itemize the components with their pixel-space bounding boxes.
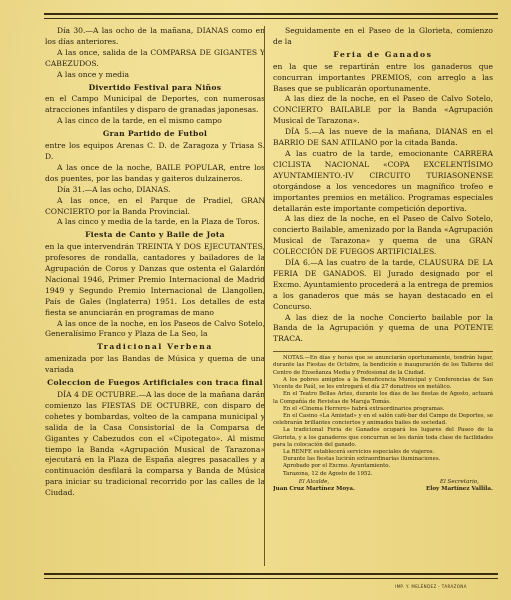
carrera-ciclista-text: A las cuatro de la tarde, emocionante CARRERA CICLISTA NACIONAL «COPA EXCELENTÍSIMO AYUNTAMIENTO.-IV CIRCUITO TURIASONENSE otorgándose a los vencedores un magnífico trofeo e importantes premios en metálico. Programas especiales detallarán este importante competición deportiva. bbox=[273, 148, 493, 213]
top-border-rule bbox=[44, 13, 498, 15]
plaza-toros-text: A las cinco y media de la tarde, en la Plaza de Toros. bbox=[57, 217, 260, 227]
day6-clausura: DÍA 6.—A las cuatro de la tarde, CLAUSURA DE LA FERIA DE GANADOS. El Jurado designado por el Excmo. Ayuntamiento procederá a la entrega de premios a los ganaderos que más se hayan destacado en el Concurso. bbox=[273, 258, 493, 311]
note-iluminaciones: Durante las fiestas lucirán extraordinarias iluminaciones. bbox=[283, 456, 441, 463]
notes-divider bbox=[273, 351, 493, 352]
fuegos-artificiales-text: A las diez de la noche, en el Paseo de Calvo Sotelo, concierto Bailable, amenizado por la Banda «Agrupación Musical de Tarazona» y quema de una GRAN COLECCIÓN DE FUEGOS ARTIFICIALES. bbox=[273, 214, 493, 257]
concierto-bailable-text: A las diez de la noche, en el Paseo de Calvo Sotelo, CONCIERTO BAILABLE por la Banda «Agrupación Musical de Tarazona». bbox=[273, 94, 493, 126]
festival-ninos-text: en el Campo Municipal de Deportes, con numerosas atracciones infantiles y disparo de granadas japonesas. bbox=[45, 94, 265, 115]
right-column bbox=[273, 26, 493, 566]
october4-text: DÍA 4 DE OCTUBRE.—A las doce de la mañana darán comienzo las FIESTAS DE OCTUBRE, con disparo de cohetes y bombardas, volteo de la campana municipal y salida de la Casa Consistorial de la Comparsa de Gigantes y Cabezudos con el «Cipotegato». Al mismo tiempo la Banda «Agrupación Musical de Tarazona» ejecutará en la Plaza de España alegres pasacalles y a continuación desfilará la comparsa y Banda de Música para iniciar su tradicional recorrido por las calles de la Ciudad. bbox=[45, 390, 265, 498]
day5-dianas: DÍA 5.—A las nueve de la mañana, DIANAS en el BARRIO DE SAN ATILANO por la citada Banda. bbox=[273, 127, 493, 148]
note-teatro: En el Teatro Bellas Artes, durante los días de las fiestas de Agosto, actuará la Compañía de Revistas de Maruja Tomás. bbox=[273, 391, 493, 405]
note-casino: En el Casino «La Amistad» y en el salón café-bar del Campo de Deportes, se celebrarán brillantes conciertos y animados bailes de sociedad. bbox=[273, 412, 493, 427]
day30-dianas: Día 30.—A las ocho de la mañana, DIANAS como en los días anteriores. bbox=[45, 26, 265, 46]
traca-text: A las diez de la noche Concierto bailable por la Banda de la Agrupación y quema de una POTENTE TRACA. bbox=[273, 312, 493, 344]
five-pm-text: A las cinco de la tarde, en el mismo campo bbox=[57, 116, 222, 126]
left-column bbox=[45, 26, 265, 566]
premios-text: en la que se repartirán entre los ganaderos que concurran importantes PREMIOS, con arreglo a las Bases que se publicarán oportunamente. bbox=[273, 61, 493, 93]
note-talleres: NOTAS.—En días y horas que se anunciarán oportunamente, tendrán lugar, durante las Fiestas de Octubre, la bendición e inauguración de los Talleres del Centro de Enseñanza Media y Profesional de la Ciudad. bbox=[273, 355, 493, 376]
jota-heading: Fiesta de Canto y Baile de Jota bbox=[85, 230, 225, 240]
futbol-heading: Gran Partido de Futbol bbox=[102, 129, 208, 139]
futbol-text: entre los equipos Arenas C. D. de Zaragoza y Triasa S. D. bbox=[45, 141, 265, 161]
signature-alcalde: El Alcalde, Juan Cruz Martínez Moya. bbox=[273, 478, 355, 493]
feria-ganados-heading: Feria de Ganados bbox=[333, 49, 433, 59]
note-fecha: Tarazona, 12 de Agosto de 1952. bbox=[283, 470, 373, 477]
eleven-thirty-text: A las once y media bbox=[57, 69, 130, 79]
comparsa-text: A las once, salida de la COMPARSA DE GIGANTES Y CABEZUDOS. bbox=[45, 47, 265, 68]
note-beneficencia: A los pobres amigdos a la Beneficencia Municipal y Conferencias de San Vicente de Paúl, se les entregará el día 27 donativos en metálico. bbox=[273, 376, 493, 391]
fuegos-heading: Coleccion de Fuegos Artificiales con traca final bbox=[47, 378, 263, 388]
verbena-text: amenizada por las Bandas de Música y quema de una variada bbox=[45, 354, 265, 375]
column-divider bbox=[264, 26, 265, 566]
top-border-rule-thin bbox=[44, 18, 498, 19]
glorieta-text: Seguidamente en el Paseo de la Glorieta, comienzo de la bbox=[273, 26, 493, 46]
signature-secretario: El Secretario, Eloy Martínez Vallila. bbox=[425, 478, 493, 493]
note-renfe: La RENFE establecerá servicios especiales de viajeros. bbox=[283, 448, 435, 455]
note-feria: La tradicional Feria de Ganados ocupará los lugares del Paseo de la Glorieta, y a los ganaderos que concurran se les darán toda clase de facilidades para la colocación del ganado. bbox=[273, 427, 493, 448]
notes-block bbox=[273, 355, 493, 477]
baile-popular-text: A las once de la noche, BAILE POPULAR, entre los dos puentes, por las bandas y gaiteros dulzaineros. bbox=[45, 162, 265, 183]
jota-text: en la que intervendrán TREINTA Y DOS EJECUTANTES, profesores de rondalla, cantadores y bailadores de la Agrupación de Coros y Danzas que ostenta el Galardón Nacional 1946, Primer Premio Internacional de Madrid 1949 y Segundo Premio Internacional de Llangollen, País de Gales (Inglaterra) 1951. Los detalles de esta fiesta se anunciarán en programas de mano bbox=[45, 242, 265, 317]
bottom-border-rule-thin bbox=[44, 578, 498, 579]
signatures bbox=[273, 479, 493, 494]
gran-concierto-text: A las once, en el Parque de Pradiel, GRAN CONCIERTO por la Banda Provincial. bbox=[45, 195, 265, 216]
bottom-border-rule bbox=[44, 573, 498, 575]
note-aprobado: Aprobado por el Excmo. Ayuntamiento. bbox=[283, 463, 391, 470]
festival-ninos-heading: Divertido Festival para Niños bbox=[88, 82, 222, 92]
verbena-heading: Tradicional Verbena bbox=[97, 342, 213, 352]
note-cinema: En el «Cinema Herrero» habrá extraordinarios programas. bbox=[283, 405, 445, 412]
printer-credit: IMP. Y. MELÉNDEZ - TARAZONA bbox=[395, 584, 467, 589]
day31-dianas: Día 31.—A las ocho, DIANAS. bbox=[57, 184, 171, 194]
paseos-text: A las once de la noche, en los Paseos de Calvo Sotelo, Generalísimo Franco y Plaza de La Seo, la bbox=[45, 318, 265, 339]
